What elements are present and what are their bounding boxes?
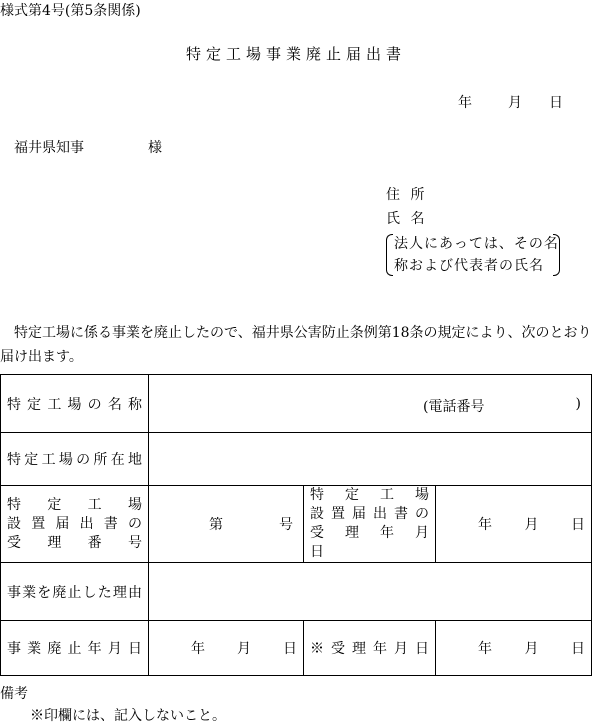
date-year-label: 年 [458,95,472,111]
notification-table [0,374,592,676]
receipt-date-field[interactable] [436,486,592,563]
receipt-month: 月 [524,517,539,533]
remarks-note: ※印欄には、記入しないこと。 [30,708,226,724]
row-factory-name [1,375,592,433]
permit-number-field[interactable] [149,486,304,563]
addressee-name: 福井県知事 [14,140,84,156]
receipt-date-label [304,486,443,563]
form-number: 様式第4号(第5条関係) [0,3,141,19]
document-title: 特定工場事業廃止届出書 [185,45,406,63]
name-label: 氏 名 [386,211,428,227]
corporate-note [386,233,560,277]
abolish-date-label: 事業廃止年月日 [1,621,149,676]
declaration-text: 特定工場に係る事業を廃止したので、福井県公害防止条例第18条の規定により、次のとおり届け出ます。 [0,325,592,365]
date-day-label: 日 [549,95,563,111]
permit-number-suffix: 号 [279,517,293,533]
abolish-date-field[interactable] [149,621,304,676]
receipt-label-line2: 設置届出書の [310,506,429,522]
receipt-label-line3: 受 理 年 月 日 [310,525,443,560]
office-year: 年 [478,641,492,657]
office-month: 月 [524,641,539,657]
permit-label-line3: 受 理 番 号 [7,534,142,551]
row-abolish-date [1,621,592,676]
permit-number-label [1,486,149,563]
bracket-right [553,234,560,276]
abolish-year: 年 [191,641,205,657]
address-label: 住 所 [386,187,428,203]
office-receipt-label: ※受理年月日 [304,621,436,676]
phone-label: (電話番号 [423,399,485,415]
abolish-day: 日 [283,641,297,657]
row-permit [1,486,592,563]
permit-label-line1: 特 定 工 場 [7,496,142,513]
office-receipt-field [436,621,592,676]
bracket-left [386,234,393,276]
permit-label-line2: 設置届出書の [7,515,142,532]
addressee-honorific: 様 [148,140,162,156]
receipt-label-line1: 特 定 工 場 [310,487,429,503]
permit-number-prefix: 第 [209,517,223,533]
date-month-label: 月 [508,95,522,111]
corporate-note-line1: 法人にあっては、その名 [394,236,559,252]
reason-label: 事業を廃止した理由 [1,563,149,621]
factory-name-field[interactable] [149,375,592,433]
receipt-year: 年 [478,517,492,533]
row-location [1,433,592,486]
phone-close-paren: ) [575,396,582,412]
factory-name-label: 特定工場の名称 [1,375,149,433]
row-reason [1,563,592,621]
location-label: 特定工場の所在地 [1,433,149,486]
location-field[interactable] [149,433,592,486]
office-day: 日 [571,641,585,657]
remarks-heading: 備考 [0,686,28,702]
abolish-month: 月 [237,641,251,657]
corporate-note-text [394,233,559,277]
receipt-day: 日 [571,517,585,533]
corporate-note-line2: 称および代表者の氏名 [394,258,544,274]
reason-field[interactable] [149,563,592,621]
